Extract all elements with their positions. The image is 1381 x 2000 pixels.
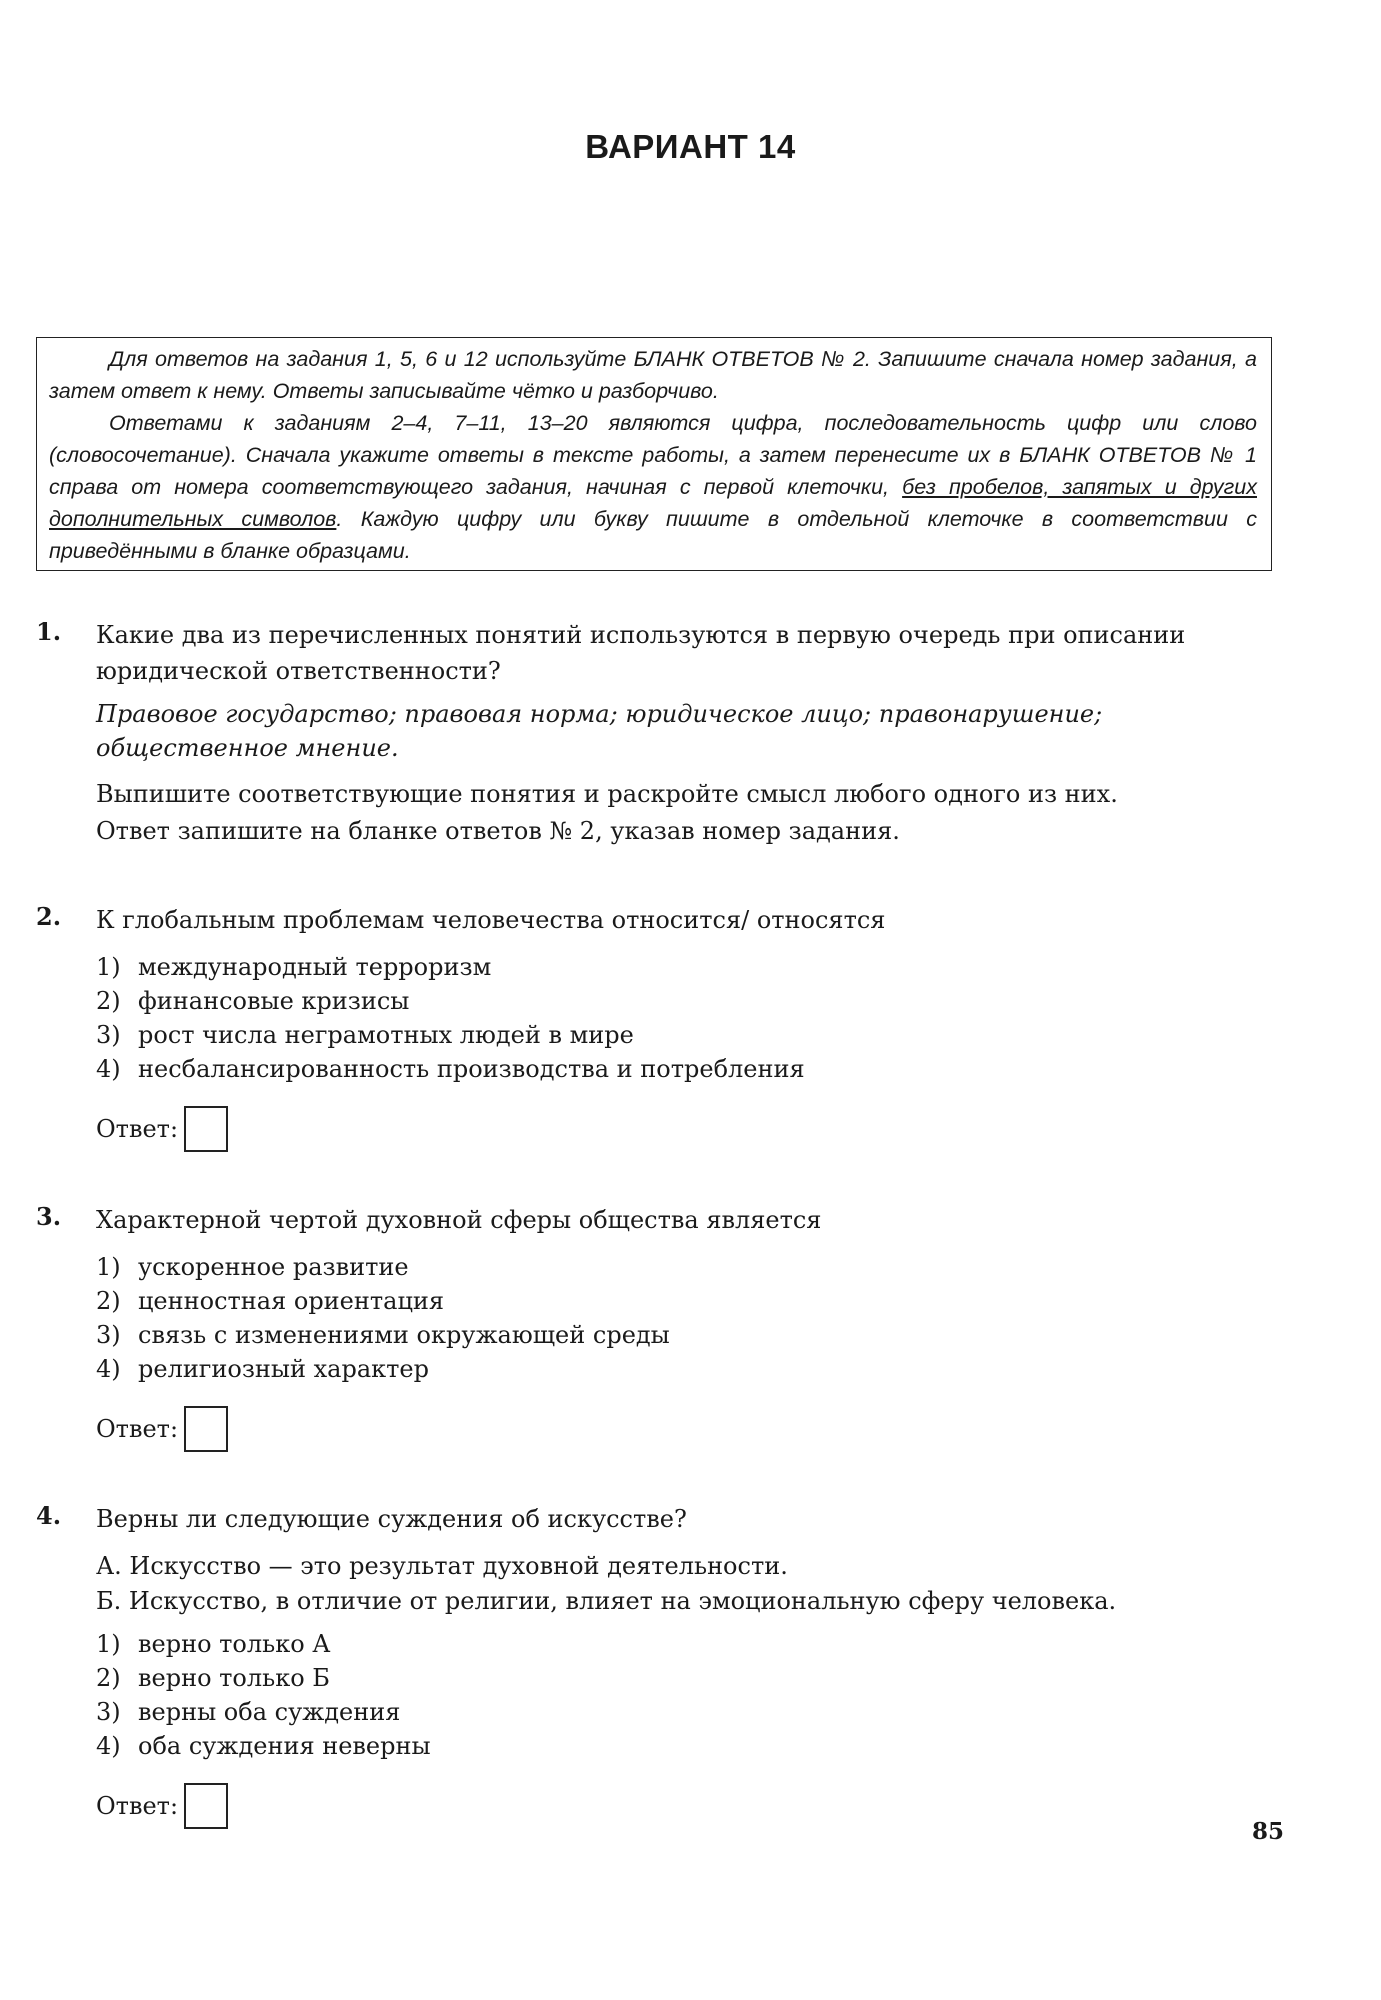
answer-label: Ответ:: [96, 1415, 179, 1443]
option-2: [96, 984, 1276, 1018]
option-text: связь с изменениями окружающей среды: [138, 1321, 670, 1349]
options-list: [96, 950, 1276, 1086]
option-1: [96, 1250, 1276, 1284]
question-3: [36, 1202, 1276, 1454]
answer-row: [96, 1404, 1276, 1454]
option-number: 1): [96, 953, 121, 981]
question-2: [36, 902, 1276, 1154]
question-1: [36, 617, 1276, 849]
answer-row: [96, 1104, 1276, 1154]
option-text: верно только А: [138, 1630, 331, 1658]
option-number: 4): [96, 1732, 121, 1760]
option-number: 1): [96, 1253, 121, 1281]
instructions-p2-underlined: без пробелов, запятых и других дополнительных символов: [49, 475, 1257, 531]
statements-list: [96, 1549, 1276, 1619]
option-number: 1): [96, 1630, 121, 1658]
option-number: 3): [96, 1698, 121, 1726]
question-4: [36, 1501, 1276, 1831]
answer-label: Ответ:: [96, 1115, 179, 1143]
answer-box[interactable]: [184, 1783, 228, 1829]
question-text: Верны ли следующие суждения об искусстве?: [96, 1505, 687, 1533]
option-1: [96, 950, 1276, 984]
instructions-paragraph-1: Для ответов на задания 1, 5, 6 и 12 используйте БЛАНК ОТВЕТОВ № 2. Запишите сначала номер задания, а затем ответ к нему. Ответы записывайте чётко и разборчиво.: [49, 347, 1257, 403]
option-text: верно только Б: [138, 1664, 330, 1692]
option-2: [96, 1284, 1276, 1318]
option-number: 4): [96, 1055, 121, 1083]
answer-row: [96, 1781, 1276, 1831]
option-number: 3): [96, 1321, 121, 1349]
option-text: ускоренное развитие: [138, 1253, 409, 1281]
option-3: [96, 1318, 1276, 1352]
option-text: ценностная ориентация: [138, 1287, 445, 1315]
option-3: [96, 1695, 1276, 1729]
question-number: 3.: [36, 1202, 62, 1231]
option-1: [96, 1627, 1276, 1661]
page-title: ВАРИАНТ 14: [585, 128, 796, 165]
option-number: 4): [96, 1355, 121, 1383]
question-terms: Правовое государство; правовая норма; юридическое лицо; правонарушение; общественное мнение.: [96, 700, 1103, 762]
option-text: несбалансированность производства и потребления: [138, 1055, 805, 1083]
question-text: Характерной чертой духовной сферы общества является: [96, 1206, 822, 1234]
question-number: 2.: [36, 902, 62, 931]
option-number: 2): [96, 987, 121, 1015]
option-text: рост числа неграмотных людей в мире: [138, 1021, 634, 1049]
option-number: 2): [96, 1287, 121, 1315]
question-task: Выпишите соответствующие понятия и раскройте смысл любого одного из них.: [96, 780, 1118, 808]
instructions-p2-start: Ответами к заданиям 2–4, 7–11, 13–20 являются цифра, последовательность цифр или слово (словосочетание). Сначала укажите ответы в тексте работы, а затем перенесите их в БЛАНК ОТВЕТОВ № 1 справа от номера соответствующего задания, начиная с первой клеточки,: [49, 411, 1257, 499]
option-text: международный терроризм: [138, 953, 492, 981]
option-4: [96, 1729, 1276, 1763]
option-text: оба суждения неверны: [138, 1732, 431, 1760]
instructions-box: [36, 337, 1272, 571]
option-text: верны оба суждения: [138, 1698, 401, 1726]
option-text: религиозный характер: [138, 1355, 429, 1383]
question-number: 1.: [36, 617, 62, 646]
question-number: 4.: [36, 1501, 62, 1530]
option-2: [96, 1661, 1276, 1695]
options-list: [96, 1250, 1276, 1386]
instructions-p2-end: . Каждую цифру или букву пишите в отдельной клеточке в соответствии с приведёнными в бланке образцами.: [49, 507, 1257, 563]
option-3: [96, 1018, 1276, 1052]
options-list: [96, 1627, 1276, 1763]
answer-box[interactable]: [184, 1406, 228, 1452]
statement-a: А. Искусство — это результат духовной деятельности.: [96, 1552, 788, 1580]
option-4: [96, 1352, 1276, 1386]
instructions-paragraph-2: [49, 407, 1257, 567]
question-note: Ответ запишите на бланке ответов № 2, указав номер задания.: [96, 817, 900, 845]
option-number: 2): [96, 1664, 121, 1692]
statement-b: Б. Искусство, в отличие от религии, влияет на эмоциональную сферу человека.: [96, 1587, 1117, 1615]
answer-box[interactable]: [184, 1106, 228, 1152]
question-text: К глобальным проблемам человечества относится/ относятся: [96, 906, 886, 934]
option-text: финансовые кризисы: [138, 987, 410, 1015]
question-text: Какие два из перечисленных понятий используются в первую очередь при описании юридической ответственности?: [96, 621, 1186, 685]
option-number: 3): [96, 1021, 121, 1049]
answer-label: Ответ:: [96, 1792, 179, 1820]
option-4: [96, 1052, 1276, 1086]
page-number: 85: [1252, 1818, 1285, 1845]
